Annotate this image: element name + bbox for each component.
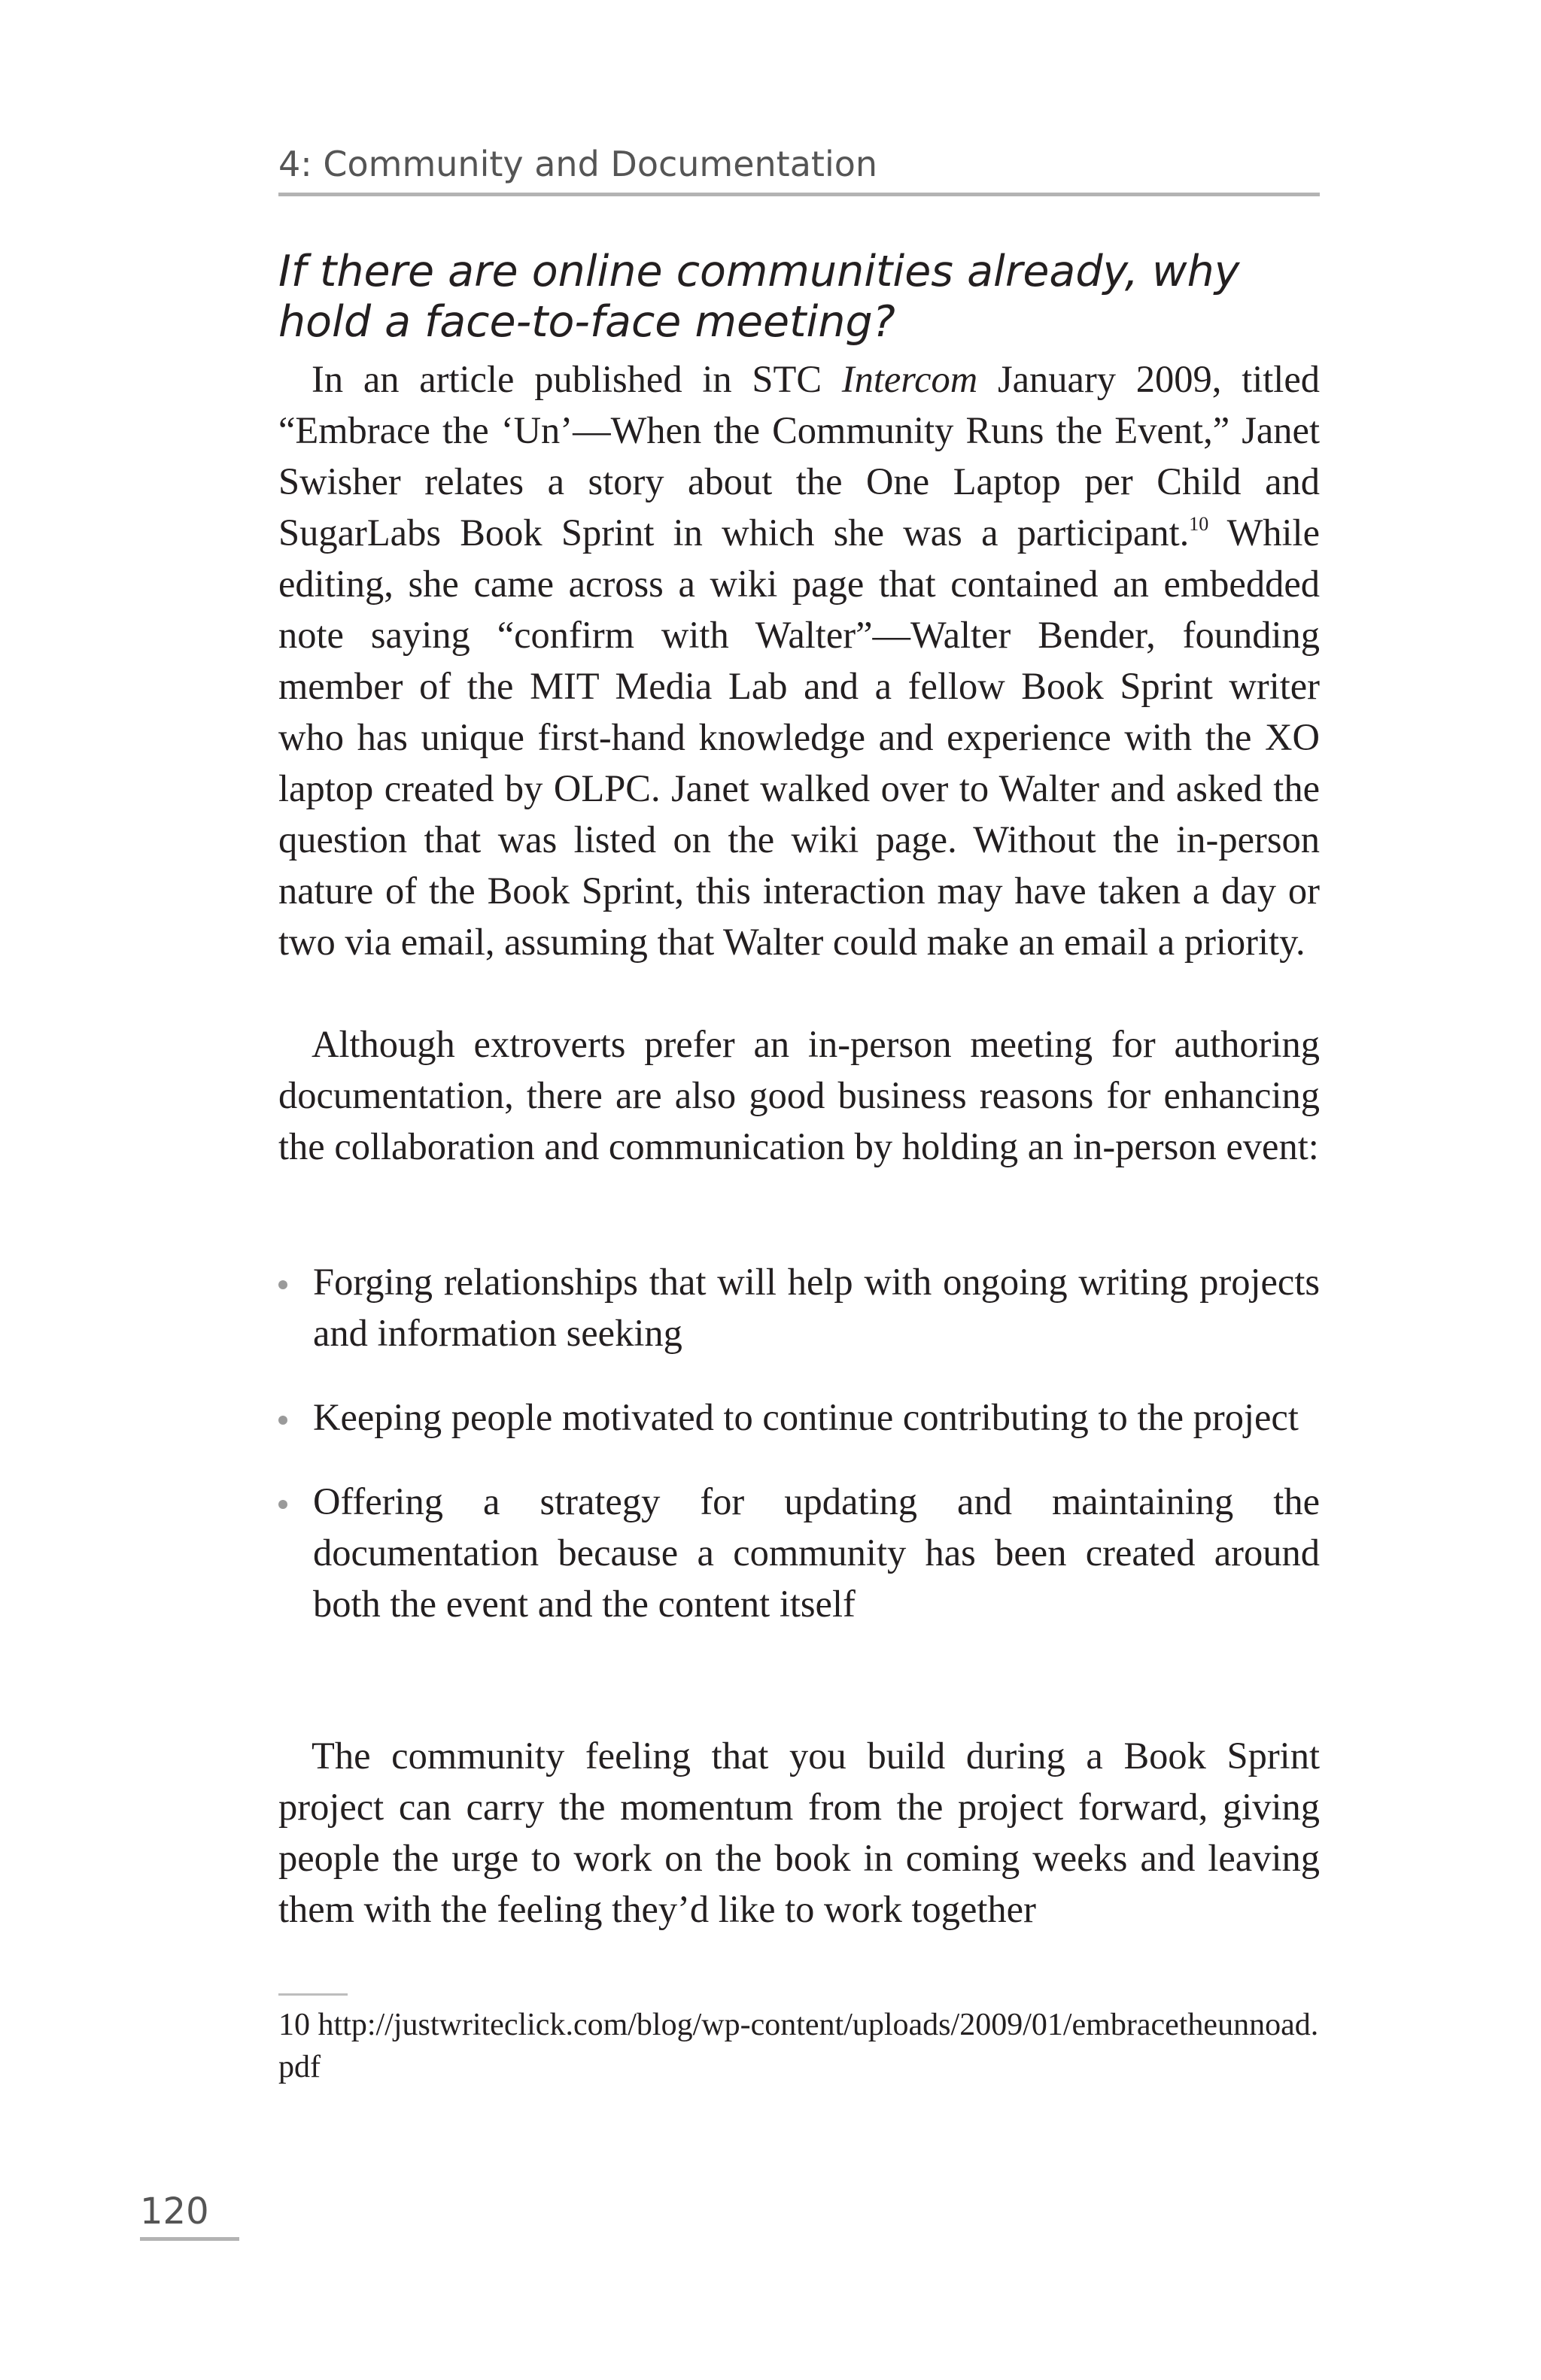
bullet-dot-icon bbox=[278, 1500, 287, 1509]
section-heading: If there are online communities already, why hold a face-to-face meeting? bbox=[278, 247, 1240, 347]
paragraph-2: Although extroverts prefer an in-person meeting for authoring documentation, there are also good business reasons for enhancing the collaboration and communication by holding an in-person event: bbox=[278, 1023, 1320, 1167]
page-number-rule bbox=[140, 2237, 239, 2241]
bullet-item-text: Keeping people motivated to continue contributing to the project bbox=[313, 1396, 1299, 1438]
footnote-rule bbox=[278, 1993, 348, 1996]
header-rule bbox=[278, 193, 1320, 196]
paragraph-1 bbox=[278, 354, 1320, 967]
paragraph-1-text-end: While editing, she came across a wiki page that contained an embedded note saying “confirm with Walter”—Walter Bender, founding member of the MIT Media Lab and a fellow Book Sprint writer who has unique first-hand knowledge and experience with the XO laptop created by OLPC. Janet walked over to Walter and asked the question that was listed on the wiki page. Without the in-person nature of the Book Sprint, this interaction may have taken a day or two via email, assuming that Walter could make an email a priority. bbox=[278, 512, 1320, 963]
running-header: 4: Community and Documentation bbox=[278, 144, 878, 184]
publication-title: Intercom bbox=[841, 358, 978, 400]
bullet-item-text: Offering a strategy for updating and maintaining the documentation because a community has been created around both the event and the content itself bbox=[313, 1480, 1320, 1625]
paragraph-1-text-before: In an article published in STC bbox=[312, 358, 842, 400]
footnote bbox=[278, 2004, 1320, 2088]
bullet-item bbox=[278, 1392, 1320, 1443]
bullet-list bbox=[278, 1256, 1320, 1662]
page-number: 120 bbox=[140, 2190, 209, 2233]
paragraph-1-text-after: January 2009, titled “Embrace the ‘Un’—When the Community Runs the Event,” Janet Swisher relates a story about the One Laptop per Child and SugarLabs Book Sprint in which she was a participant. bbox=[278, 358, 1320, 554]
footnote-number: 10 bbox=[278, 2008, 310, 2042]
bullet-item-text: Forging relationships that will help with ongoing writing projects and information seeking bbox=[313, 1261, 1320, 1354]
bullet-dot-icon bbox=[278, 1280, 287, 1289]
bullet-item bbox=[278, 1256, 1320, 1358]
footnote-reference[interactable]: 10 bbox=[1189, 513, 1209, 535]
bullet-dot-icon bbox=[278, 1416, 287, 1425]
footnote-url[interactable]: http://justwriteclick.com/blog/wp-content/uploads/2009/01/embracetheunnoad.pdf bbox=[278, 2008, 1319, 2084]
bullet-item bbox=[278, 1476, 1320, 1629]
paragraph-3: The community feeling that you build during a Book Sprint project can carry the momentum from the project forward, giving people the urge to work on the book in coming weeks and leaving them with the feeling they’d like to work together bbox=[278, 1735, 1320, 1930]
